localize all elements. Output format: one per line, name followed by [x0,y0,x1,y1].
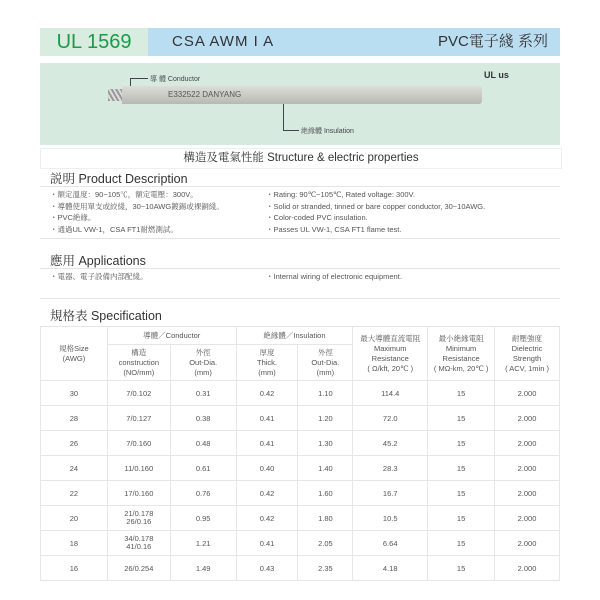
header-resistance: 最大導體直流電阻 Maximum Resistance ( Ω/kft, 20℃ ) [353,327,428,381]
cell-dielectric: 2.000 [495,456,560,481]
table-row [41,531,560,556]
cell-insulation-od: 2.05 [298,531,353,556]
cell-insulation-od: 1.20 [298,406,353,431]
applications-zh: ・電器、電子設備内部配綫。 [50,272,148,281]
cell-insulation-resistance: 15 [428,456,495,481]
cell-construction: 11/0.160 [107,456,170,481]
cell-thickness: 0.43 [236,556,298,581]
cell-insulation-od: 2.35 [298,556,353,581]
cell-insulation-od: 1.80 [298,506,353,531]
ul-cert-mark: UL us [484,70,509,80]
bullet: ・Rating: 90℃~105℃, Rated voltage: 300V. [266,190,415,199]
cell-construction: 7/0.127 [107,406,170,431]
cell-insulation-resistance: 15 [428,406,495,431]
cell-thickness: 0.42 [236,381,298,406]
header-thickness: 厚度 Thick. (mm) [236,345,298,381]
cell-dielectric: 2.000 [495,556,560,581]
specification-title: 規格表 Specification [50,309,162,323]
divider [40,186,560,187]
cell-dielectric: 2.000 [495,381,560,406]
cell-construction: 26/0.254 [107,556,170,581]
cell-thickness: 0.41 [236,431,298,456]
cell-construction: 17/0.160 [107,481,170,506]
cell-resistance: 6.64 [353,531,428,556]
cell-insulation-resistance: 15 [428,481,495,506]
table-row [41,481,560,506]
leader-line [283,130,299,131]
cell-size: 22 [41,481,108,506]
cell-resistance: 114.4 [353,381,428,406]
cell-construction: 7/0.160 [107,431,170,456]
bullet: ・PVC絶緣。 [50,213,96,222]
cell-size: 28 [41,406,108,431]
table-row [41,381,560,406]
bullet: ・Solid or stranded, tinned or bare copper conductor, 30~10AWG. [266,201,486,211]
header-dielectric: 耐壓強度 Dielectric Strength ( ACV, 1min ) [495,327,560,381]
cell-conductor-od: 0.76 [170,481,236,506]
cell-dielectric: 2.000 [495,431,560,456]
applications-title: 應用 Applications [50,254,146,268]
cell-conductor-od: 1.49 [170,556,236,581]
table-row [41,431,560,456]
cell-insulation-resistance: 15 [428,531,495,556]
cell-size: 18 [41,531,108,556]
cell-resistance: 45.2 [353,431,428,456]
cell-size: 30 [41,381,108,406]
structure-title: 構造及電氣性能 Structure & electric properties [40,148,562,169]
applications-en: ・Internal wiring of electronic equipment. [266,272,402,281]
cell-conductor-od: 0.95 [170,506,236,531]
cell-thickness: 0.40 [236,456,298,481]
header-conductor-od: 外徑 Out-Dia. (mm) [170,345,236,381]
cell-resistance: 4.18 [353,556,428,581]
table-row [41,506,560,531]
cell-thickness: 0.41 [236,406,298,431]
cell-dielectric: 2.000 [495,531,560,556]
bullet: ・導體使用單支或絞綫，30~10AWG鍍錫或裸銅綫。 [50,201,224,211]
leader-line [130,78,148,79]
cell-conductor-od: 0.61 [170,456,236,481]
cable-print: E332522 DANYANG [168,90,242,99]
series: PVC電子綫 系列 [437,33,548,50]
description-zh [50,189,260,235]
divider [40,298,560,299]
leader-line [283,104,284,130]
divider [40,238,560,239]
header-insulation-od: 外徑 Out-Dia. (mm) [298,345,353,381]
table-row [41,556,560,581]
bullet: ・Passes UL VW-1, CSA FT1 flame test. [266,224,402,234]
header-size: 規格Size (AWG) [41,327,108,381]
cell-thickness: 0.42 [236,506,298,531]
cell-size: 20 [41,506,108,531]
cell-conductor-od: 0.31 [170,381,236,406]
standard: CSA AWM I A [172,33,275,50]
model-number: UL 1569 [40,28,148,56]
bullet: ・Color-coded PVC insulation. [266,213,368,222]
cell-construction: 7/0.102 [107,381,170,406]
cell-construction: 34/0.178 41/0.16 [107,531,170,556]
description-en [266,189,556,235]
header-insulation: 絶緣體／Insulation [236,327,353,345]
cell-dielectric: 2.000 [495,406,560,431]
spec-table [40,326,560,581]
cell-dielectric: 2.000 [495,506,560,531]
cell-construction: 21/0.178 26/0.16 [107,506,170,531]
conductor-label: 導 體 Conductor [150,76,201,83]
divider [40,268,560,269]
cell-resistance: 10.5 [353,506,428,531]
cell-size: 26 [41,431,108,456]
bullet: ・通過UL VW-1，CSA FT1耐燃測試。 [50,224,178,234]
table-row [41,406,560,431]
header-conductor: 導體／Conductor [107,327,236,345]
cell-conductor-od: 0.48 [170,431,236,456]
cable-diagram [40,63,560,145]
cell-insulation-resistance: 15 [428,506,495,531]
cell-size: 16 [41,556,108,581]
header-band [148,28,560,56]
cell-insulation-od: 1.40 [298,456,353,481]
header-insulation-resistance: 最小絶緣電阻 Minimum Resistance ( MΩ-km, 20℃ ) [428,327,495,381]
cell-resistance: 16.7 [353,481,428,506]
cell-insulation-resistance: 15 [428,556,495,581]
cell-insulation-od: 1.30 [298,431,353,456]
table-row [41,456,560,481]
cell-insulation-od: 1.60 [298,481,353,506]
header-construction: 構造 construction (NO/mm) [107,345,170,381]
cell-size: 24 [41,456,108,481]
cell-insulation-resistance: 15 [428,381,495,406]
cell-conductor-od: 0.38 [170,406,236,431]
cell-conductor-od: 1.21 [170,531,236,556]
cell-thickness: 0.42 [236,481,298,506]
cell-insulation-od: 1.10 [298,381,353,406]
cell-resistance: 72.0 [353,406,428,431]
cell-dielectric: 2.000 [495,481,560,506]
bullet: ・額定溫度：90~105℃，額定電壓：300V。 [50,190,198,199]
cell-thickness: 0.41 [236,531,298,556]
description-title: 説明 Product Description [50,172,188,186]
insulation-label: 絶緣體 Insulation [301,128,354,135]
cell-resistance: 28.3 [353,456,428,481]
cell-insulation-resistance: 15 [428,431,495,456]
